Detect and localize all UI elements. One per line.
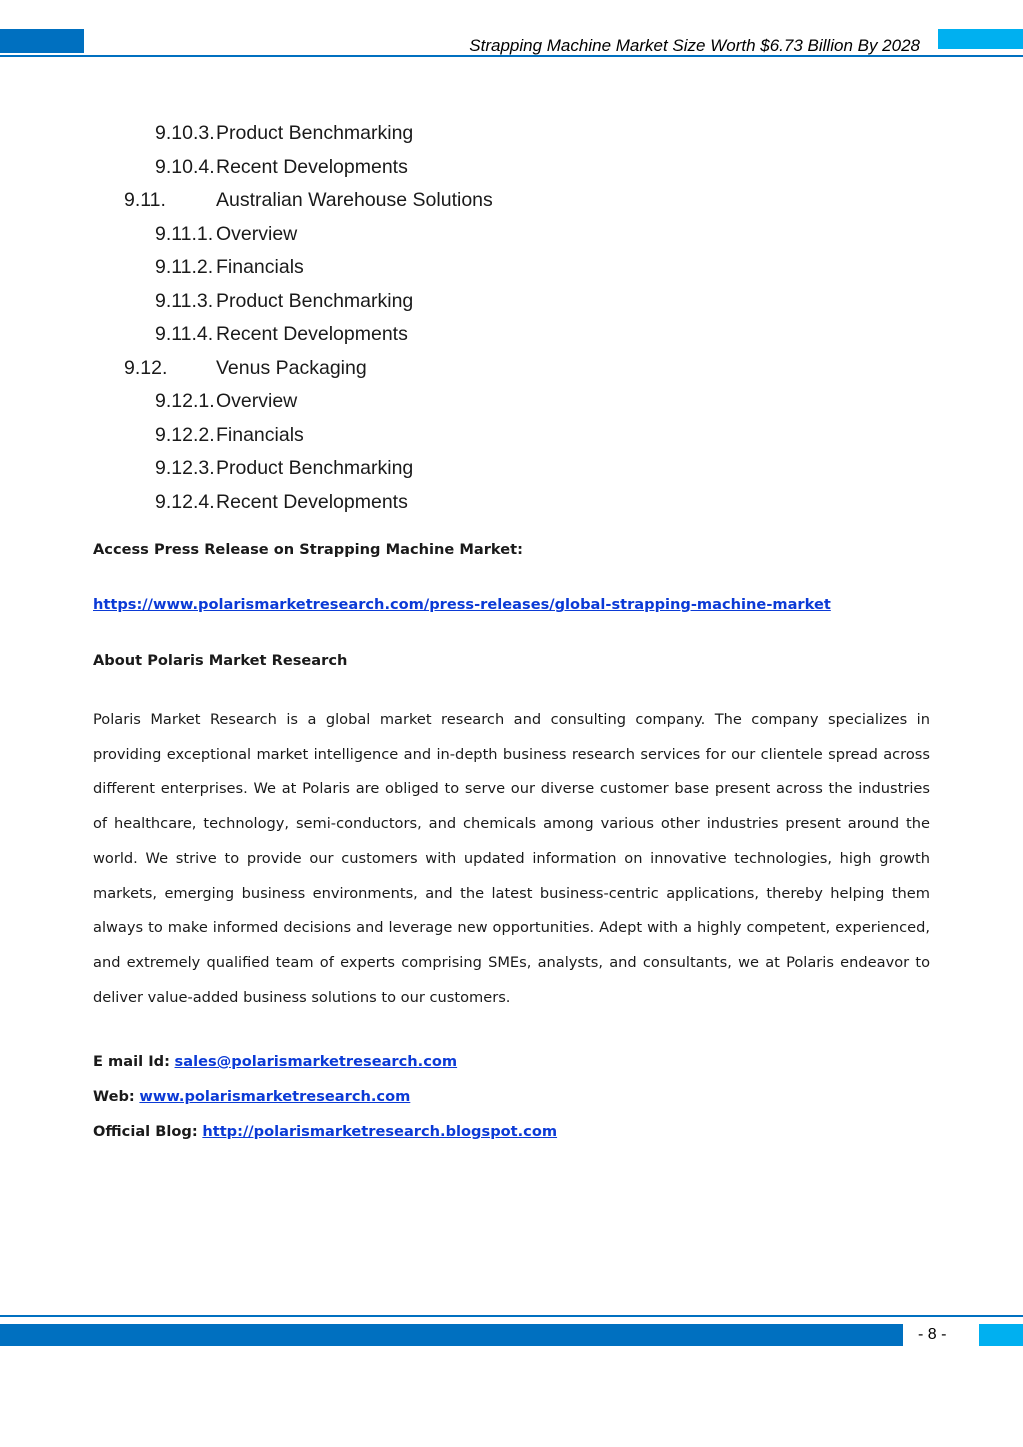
toc-item-number: 9.10.3. (155, 122, 215, 144)
header-rule (0, 55, 1023, 57)
toc-item-title: Product Benchmarking (216, 290, 414, 312)
toc-item-title: Product Benchmarking (216, 457, 414, 479)
toc-item-number: 9.11.3. (155, 290, 214, 312)
toc-item-title: Recent Developments (216, 156, 408, 178)
footer-rule (0, 1315, 1023, 1317)
header-title: Strapping Machine Market Size Worth $6.73 Billion By 2028 (469, 36, 920, 55)
email-link[interactable]: sales@polarismarketresearch.com (174, 1053, 458, 1070)
press-release-link[interactable]: https://www.polarismarketresearch.com/press-releases/global-strapping-machine-market (93, 596, 831, 613)
toc-item-title: Venus Packaging (216, 357, 367, 379)
contact-blog-row (93, 1123, 557, 1140)
footer-bar (0, 1324, 903, 1346)
toc-item-number: 9.11.4. (155, 323, 214, 345)
toc-item-title: Overview (216, 223, 298, 245)
toc-item-number: 9.11.1. (155, 223, 214, 245)
web-label: Web: (93, 1088, 135, 1105)
toc-item-number: 9.12.4. (155, 491, 215, 513)
toc-item-title: Overview (216, 390, 298, 412)
toc-item-number: 9.10.4. (155, 156, 215, 178)
blog-link[interactable]: http://polarismarketresearch.blogspot.com (202, 1123, 558, 1140)
header-accent-right (938, 29, 1023, 49)
toc-item-number: 9.12. (124, 357, 168, 379)
toc-item-title: Australian Warehouse Solutions (216, 189, 493, 211)
toc-item-title: Recent Developments (216, 491, 408, 513)
toc-item-number: 9.12.1. (155, 390, 215, 412)
toc-item-number: 9.11.2. (155, 256, 214, 278)
header-accent-left (0, 29, 84, 53)
footer-accent-right (979, 1324, 1023, 1346)
toc-item-title: Product Benchmarking (216, 122, 414, 144)
about-heading: About Polaris Market Research (93, 652, 348, 669)
about-paragraph: Polaris Market Research is a global market research and consulting company. The company specializes in providing exceptional market intelligence and in-depth business research services for our clientele spread across different enterprises. We at Polaris are obliged to serve our diverse customer base present across the industries of healthcare, technology, semi-conductors, and chemicals among various other industries present around the world. We strive to provide our customers with updated information on innovative technologies, high growth markets, emerging business environments, and the latest business-centric applications, thereby helping them always to make informed decisions and leverage new opportunities. Adept with a highly competent, experienced, and extremely qualified team of experts comprising SMEs, analysts, and consultants, we at Polaris endeavor to deliver value-added business solutions to our customers. (93, 711, 930, 1006)
web-link[interactable]: www.polarismarketresearch.com (139, 1088, 411, 1105)
toc-item-title: Recent Developments (216, 323, 408, 345)
toc-item-title: Financials (216, 256, 304, 278)
toc-item-number: 9.12.3. (155, 457, 215, 479)
toc-item-number: 9.12.2. (155, 424, 215, 446)
toc-item-title: Financials (216, 424, 304, 446)
page-number: - 8 - (918, 1326, 947, 1343)
contact-email-row (93, 1053, 457, 1070)
toc-item-number: 9.11. (124, 189, 166, 211)
contact-web-row (93, 1088, 410, 1105)
email-label: E mail Id: (93, 1053, 170, 1070)
blog-label: Official Blog: (93, 1123, 198, 1140)
press-release-heading: Access Press Release on Strapping Machine Market: (93, 541, 523, 558)
